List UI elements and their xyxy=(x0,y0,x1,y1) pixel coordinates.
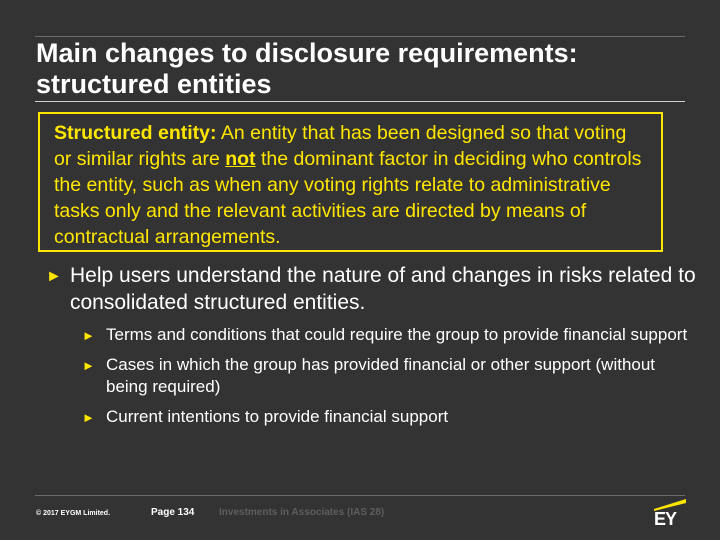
bullet-list xyxy=(46,262,696,436)
arrow-right-icon: ► xyxy=(46,268,62,285)
footer-document-title: Investments in Associates (IAS 28) xyxy=(219,507,385,518)
sub-bullet-text: Current intentions to provide financial support xyxy=(106,407,449,426)
definition-emphasis: not xyxy=(225,148,256,170)
slide-title-line-2: structured entities xyxy=(36,69,272,99)
ey-logo-icon xyxy=(654,497,686,529)
footer-page-number: Page 134 xyxy=(151,507,195,518)
definition-text-after: the dominant factor in deciding who controls the entity, such as when any voting rights relate to administrative tasks only and the relevant activities are directed by means of contractual arrangements. xyxy=(54,148,642,248)
bullet-main xyxy=(46,262,696,316)
footer-copyright: © 2017 EYGM Limited. xyxy=(36,510,111,517)
definition-text-before: An entity that has been designed so that voting or similar rights are xyxy=(54,122,627,170)
slide-title-line-1: Main changes to disclosure requirements: xyxy=(36,38,578,68)
arrow-right-icon: ► xyxy=(82,358,95,373)
footer-divider xyxy=(35,495,685,496)
definition-term: Structured entity: xyxy=(54,122,217,144)
definition-box xyxy=(38,112,663,252)
sub-bullet xyxy=(82,406,696,428)
arrow-right-icon: ► xyxy=(82,328,95,343)
title-divider xyxy=(35,101,685,102)
sub-bullet-text: Cases in which the group has provided financial or other support (without being required) xyxy=(106,355,656,396)
arrow-right-icon: ► xyxy=(82,410,95,425)
ey-logo-text: EY xyxy=(654,509,677,529)
bullet-main-text: Help users understand the nature of and changes in risks related to consolidated structured entities. xyxy=(70,264,696,314)
sub-bullet-text: Terms and conditions that could require the group to provide financial support xyxy=(106,325,688,344)
sub-bullet xyxy=(82,354,696,398)
sub-bullet xyxy=(82,324,696,346)
slide-title xyxy=(36,38,686,100)
top-divider xyxy=(35,36,685,37)
